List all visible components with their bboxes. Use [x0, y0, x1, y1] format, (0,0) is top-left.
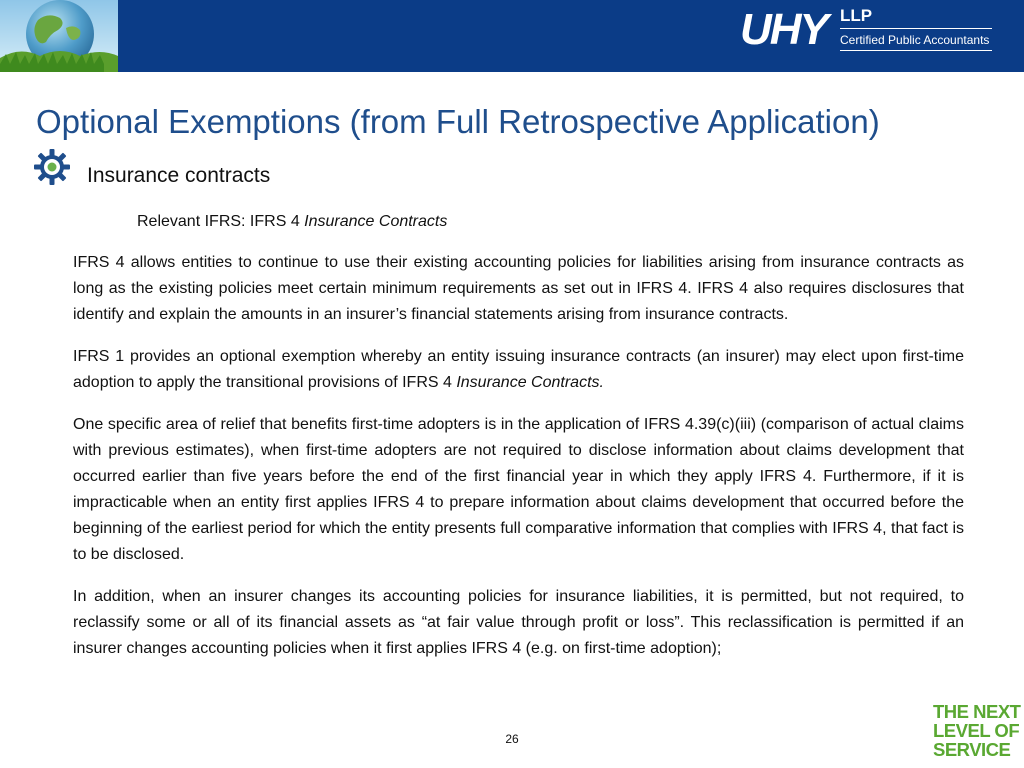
gear-icon [34, 149, 70, 185]
page-number: 26 [505, 732, 519, 746]
relevant-ifrs-line [137, 211, 447, 233]
tagline-line-2: LEVEL OF [933, 720, 1020, 741]
paragraph-2-text: IFRS 1 provides an optional exemption whereby an entity issuing insurance contracts (an insurer) may elect upon first-time adoption to apply the transitional provisions of IFRS 4 [73, 348, 964, 391]
paragraph-4: In addition, when an insurer changes its accounting policies for insurance liabilities, it is permitted, but not required, to reclassify some or all of its financial assets as “at fair value through profit or loss”. This reclassification is permitted if an insurer changes accounting policies when it first applies IFRS 4 (e.g. on first-time adoption); [73, 588, 964, 657]
next-level-tagline [933, 701, 1021, 760]
slide-title: Optional Exemptions (from Full Retrospective Application) [36, 103, 880, 140]
relevant-standard-name: Insurance Contracts [304, 213, 448, 230]
body-text [73, 250, 964, 678]
relevant-prefix: Relevant IFRS: IFRS 4 [137, 213, 305, 230]
logo-divider [840, 28, 992, 29]
header-bar [0, 0, 1024, 72]
logo-underline [840, 50, 992, 51]
logo-mark: UHY [740, 5, 827, 54]
paragraph-2 [73, 344, 964, 396]
uhy-logo [740, 2, 1010, 66]
logo-suffix: LLP [840, 6, 873, 25]
tagline-line-1: THE NEXT [933, 701, 1021, 722]
paragraph-2-italic: Insurance Contracts. [456, 374, 604, 391]
logo-tagline: Certified Public Accountants [840, 33, 990, 47]
paragraph-3: One specific area of relief that benefits first-time adopters is in the application of IFRS 4.39(c)(iii) (comparison of actual claims with previous estimates), when first-time adopters are not required to disclose information about claims development that occurred earlier than five years before the end of the first financial year in which they apply IFRS 4. Furthermore, if it is impracticable when an entity first applies IFRS 4 to prepare information about claims development that occurred before the beginning of the earliest period for which the entity presents full comparative information that complies with IFRS 4, that fact is to be disclosed. [73, 416, 964, 563]
tagline-line-3: SERVICE [933, 739, 1011, 760]
section-subtitle: Insurance contracts [87, 164, 271, 187]
paragraph-1: IFRS 4 allows entities to continue to use their existing accounting policies for liabilities arising from insurance contracts as long as the existing policies meet certain minimum requirements as set out in IFRS 4. IFRS 4 also requires disclosures that identify and explain the amounts in an insurer’s financial statements arising from insurance contracts. [73, 254, 964, 323]
globe-image [0, 0, 118, 72]
